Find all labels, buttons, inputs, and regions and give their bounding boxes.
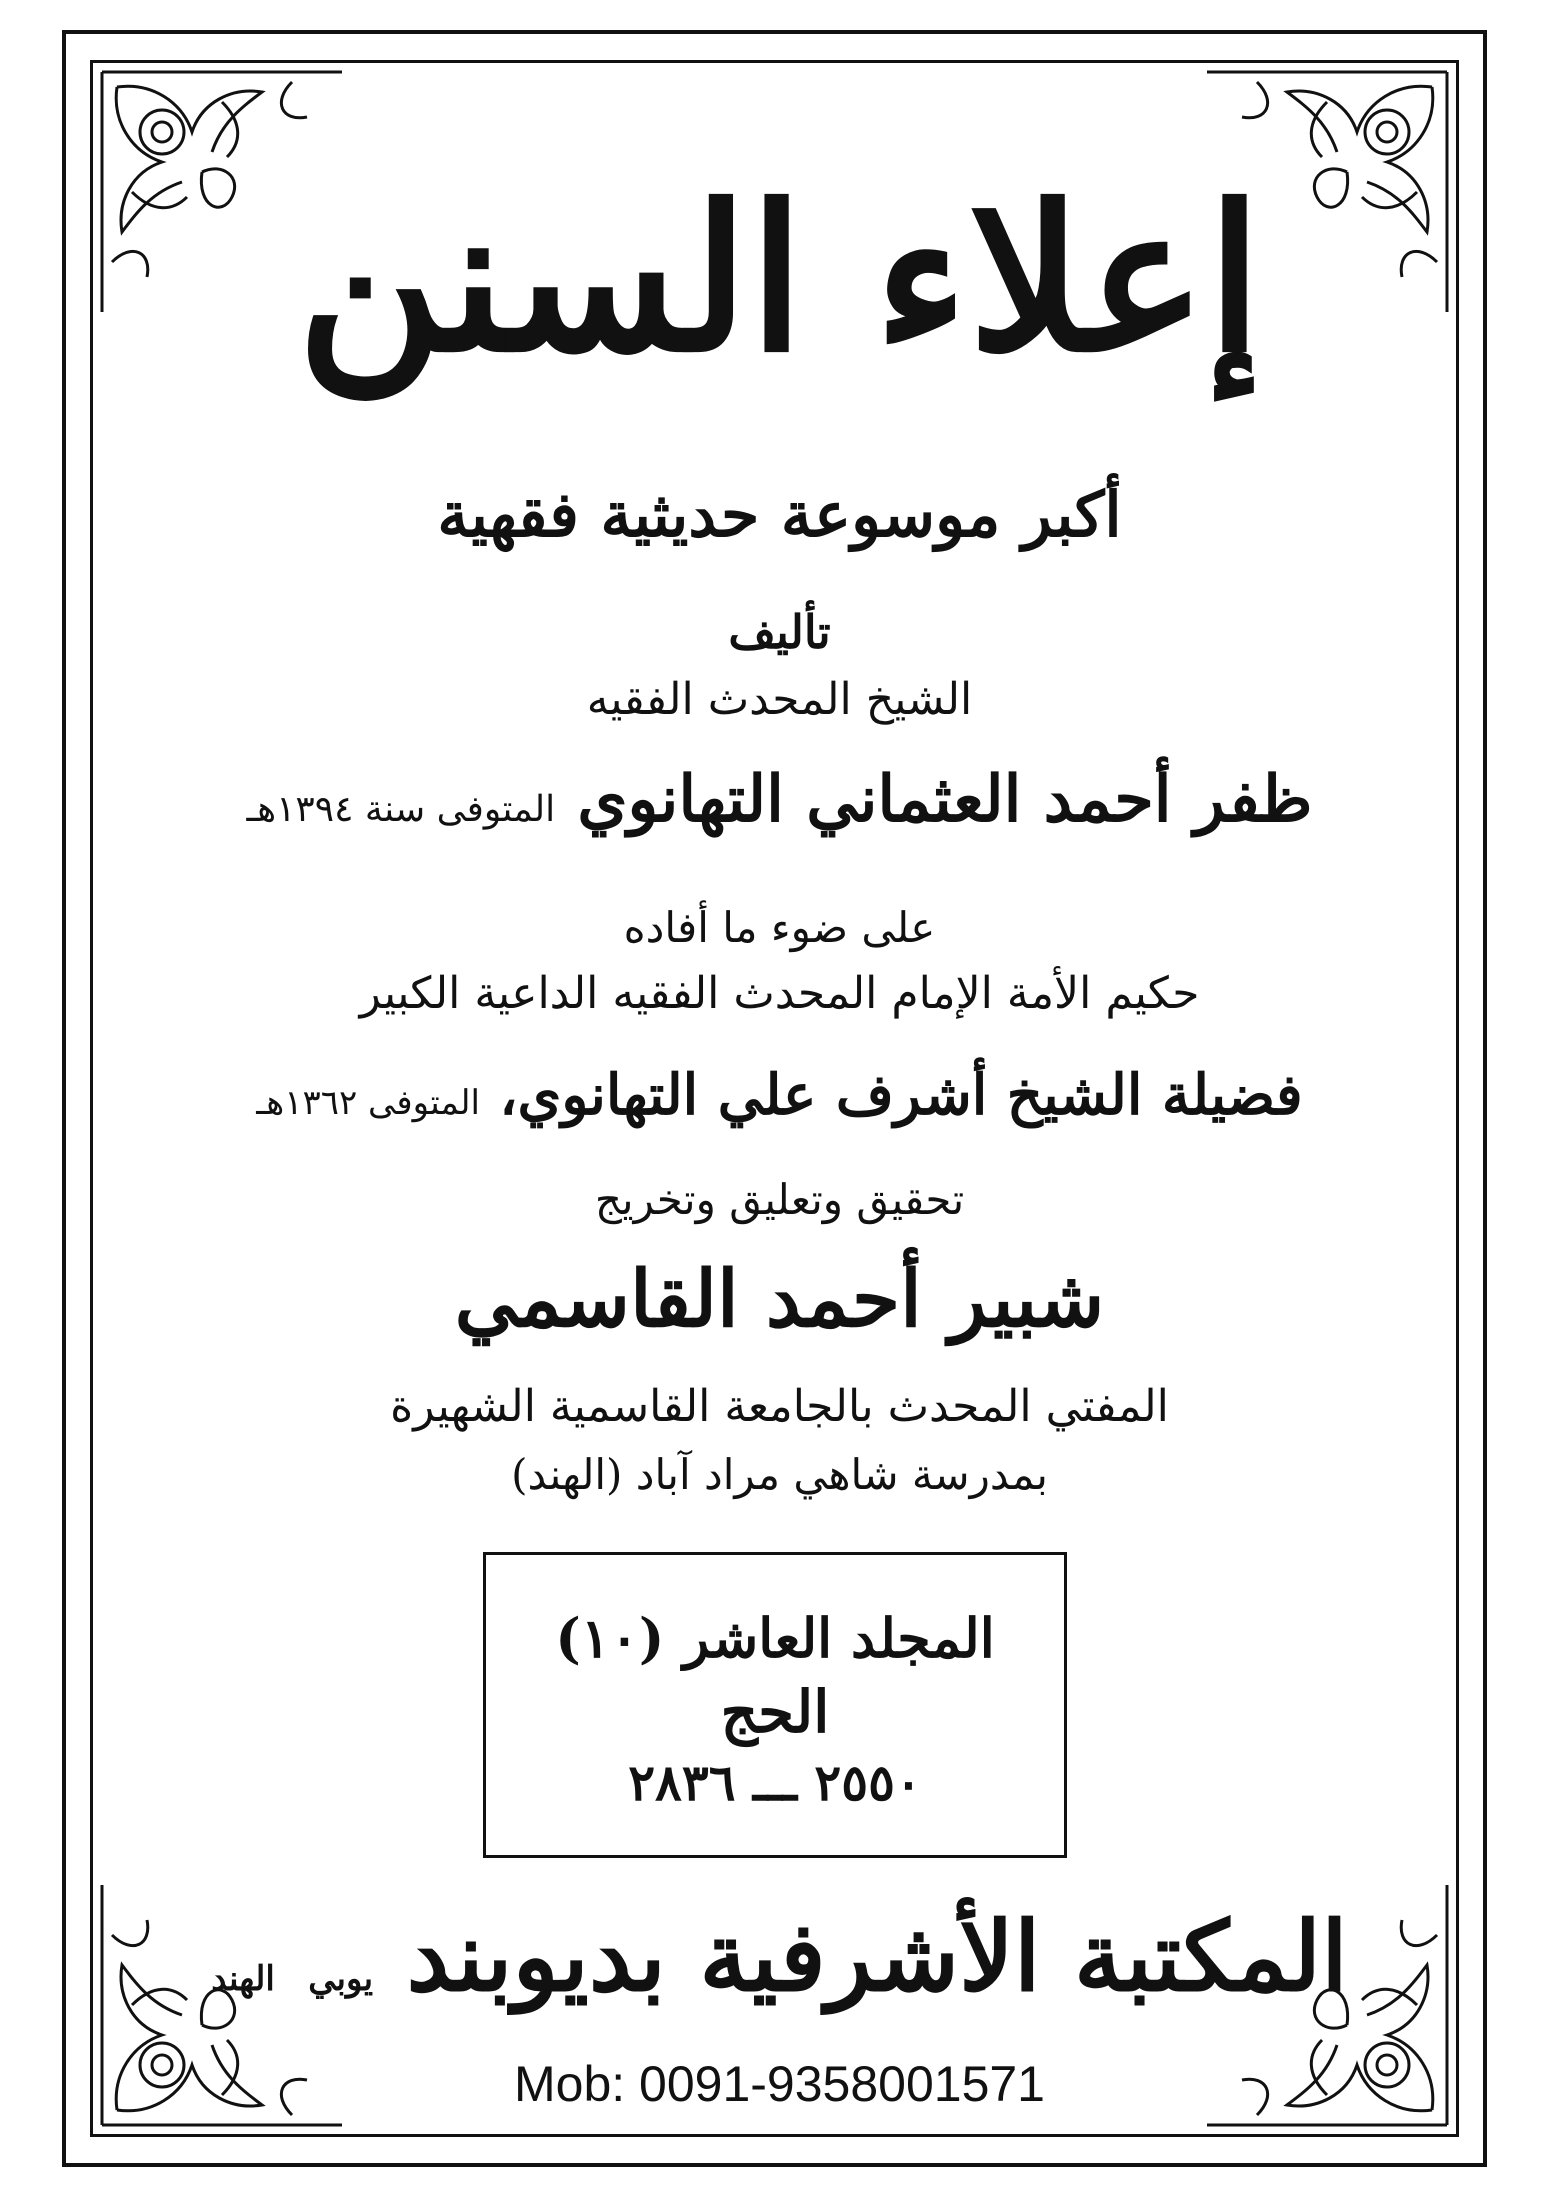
editor-position: المفتي المحدث بالجامعة القاسمية الشهيرة: [390, 1381, 1169, 1432]
publisher-country: الهند: [211, 1959, 275, 1999]
volume-label: المجلد العاشر (١٠): [555, 1606, 995, 1670]
author-death: المتوفى سنة ١٣٩٤هـ: [246, 789, 556, 830]
editor-location: بمدرسة شاهي مراد آباد (الهند): [511, 1450, 1048, 1499]
publisher-region: يوبي: [308, 1959, 374, 1999]
inspiration-line: فضيلة الشيخ أشرف علي التهانوي، المتوفى ١٣٦٢هـ: [256, 1062, 1303, 1128]
inspiration-titles: حكيم الأمة الإمام المحدث الفقيه الداعية الكبير: [359, 968, 1200, 1019]
publisher-line: [0, 1892, 1559, 2044]
author-line: [0, 750, 1559, 860]
editor-work-label: تحقيق وتعليق وتخريج: [594, 1175, 965, 1224]
author-honorific: الشيخ المحدث الفقيه: [586, 674, 973, 725]
authorship-label: تأليف: [728, 605, 831, 659]
author-name: ظفر أحمد العثماني التهانوي: [577, 762, 1313, 837]
inspiration-intro: على ضوء ما أفاده: [623, 903, 936, 952]
volume-range: ٢٥٥٠ ـــ ٢٨٣٦: [628, 1753, 922, 1812]
publisher-mobile: Mob: 0091-9358001571: [513, 2056, 1045, 2112]
book-subtitle: أكبر موسوعة حديثية فقهية: [437, 478, 1122, 551]
publisher-name: المكتبة الأشرفية بديوبند: [406, 1900, 1348, 2013]
volume-topic: الحج: [720, 1678, 830, 1746]
inspiration-name: فضيلة الشيخ أشرف علي التهانوي: [517, 1062, 1303, 1128]
inspiration-death: المتوفى ١٣٦٢هـ: [256, 1083, 480, 1123]
volume-box: [483, 1552, 1067, 1858]
book-title: إعلاء السنن: [296, 162, 1263, 397]
editor-name: شبير أحمد القاسمي: [454, 1254, 1105, 1345]
